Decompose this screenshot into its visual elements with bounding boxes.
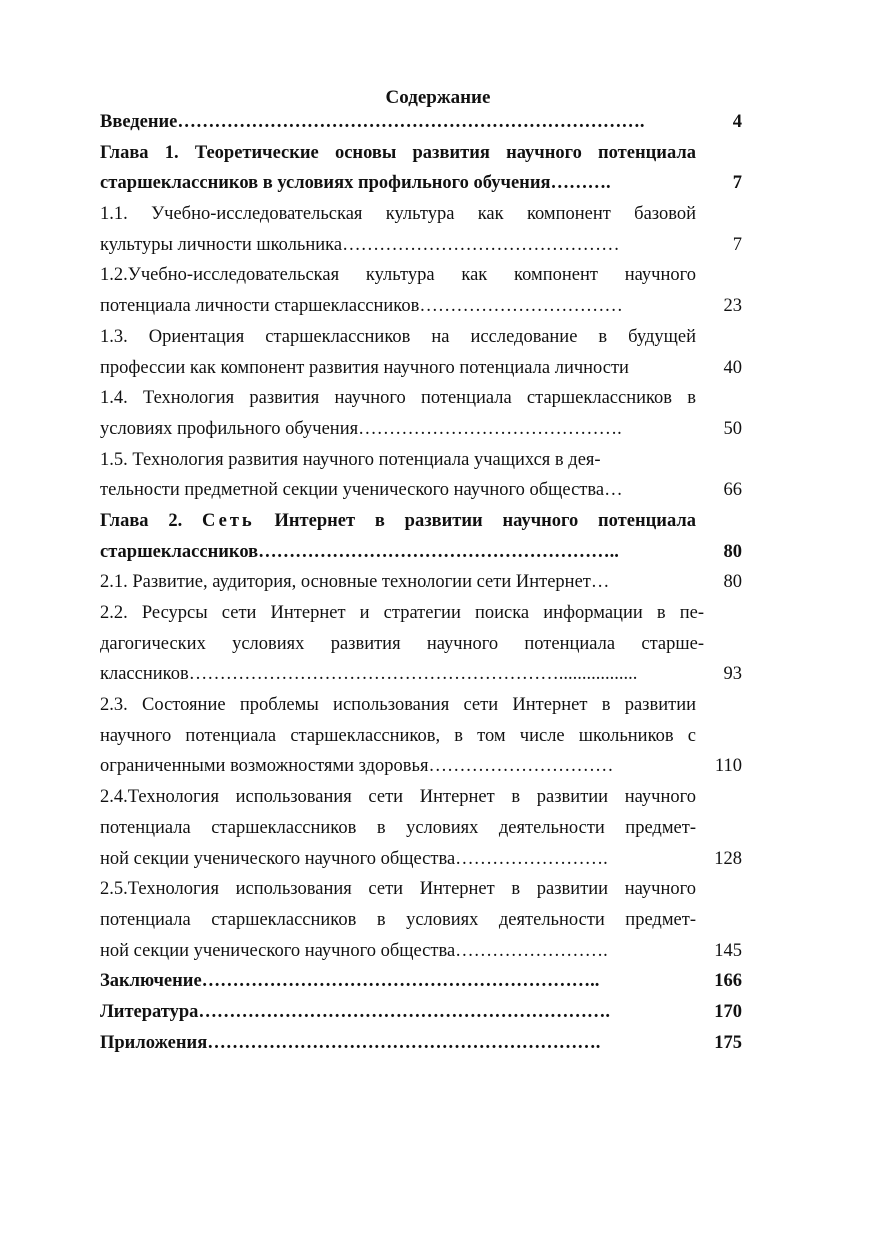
toc-page-number: 7 bbox=[732, 234, 742, 255]
toc-entry-section-1-2-cont bbox=[100, 291, 745, 322]
toc-entry-text: 2.5.Технология использования сети Интернет в развитии научного bbox=[100, 879, 696, 900]
toc-entry-text: потенциала личности старшеклассников…………………………… bbox=[100, 296, 623, 317]
toc-page-number: 50 bbox=[723, 418, 742, 439]
toc-page-number: 110 bbox=[714, 756, 742, 777]
toc-entry-literature bbox=[100, 997, 745, 1028]
toc-entry-text: старшеклассников в условиях профильного обучения………. bbox=[100, 173, 611, 194]
toc-page-number: 128 bbox=[714, 848, 742, 869]
toc-entry-section-1-4-cont bbox=[100, 414, 745, 445]
toc-entry-text: Введение…………………………………………………………………. bbox=[100, 112, 645, 132]
toc-entry-intro bbox=[100, 107, 745, 138]
toc-entry-text: 2.2. Ресурсы сети Интернет и стратегии поиска информации в пе- bbox=[100, 603, 704, 623]
toc-entry-section-2-3-cont bbox=[100, 721, 745, 752]
toc-page-number: 7 bbox=[732, 173, 742, 194]
toc-entry-section-1-4 bbox=[100, 383, 745, 414]
toc-page-number: 93 bbox=[723, 664, 742, 685]
toc-entry-section-1-5 bbox=[100, 445, 745, 476]
toc-page-number: 80 bbox=[723, 572, 742, 593]
toc-entry-section-1-3-cont bbox=[100, 353, 745, 384]
toc-entry-text: потенциала старшеклассников в условиях деятельности предмет- bbox=[100, 909, 696, 930]
toc-entry-chapter-1-cont bbox=[100, 168, 745, 199]
toc-entry-text: старшеклассников………………………………………………….. bbox=[100, 541, 619, 562]
toc-entry-text: 1.2.Учебно-исследовательская культура как компонент научного bbox=[100, 265, 696, 286]
toc-entry-text: 2.1. Развитие, аудитория, основные технологии сети Интернет… bbox=[100, 572, 610, 593]
toc-entry-section-1-5-cont bbox=[100, 475, 745, 506]
toc-entry-section-1-2 bbox=[100, 260, 745, 291]
toc-page-number: 4 bbox=[732, 112, 742, 132]
toc-entry-section-2-4 bbox=[100, 782, 745, 813]
toc-entry-chapter-2-cont bbox=[100, 537, 745, 568]
toc-entry-text: Приложения………………………………………………………. bbox=[100, 1032, 601, 1053]
toc-entry-text: научного потенциала старшеклассников, в том числе школьников с bbox=[100, 725, 696, 746]
toc-entry-text: тельности предметной секции ученического научного общества… bbox=[100, 480, 623, 501]
toc-entry-section-2-5 bbox=[100, 874, 745, 905]
toc-entry-section-1-1-cont bbox=[100, 230, 745, 261]
toc-entry-section-1-1 bbox=[100, 199, 745, 230]
toc-entry-section-1-3 bbox=[100, 322, 745, 353]
toc-entry-text: условиях профильного обучения……………………………………. bbox=[100, 418, 622, 439]
toc-spaced-word: Сеть bbox=[202, 510, 255, 531]
toc-entry-text: культуры личности школьника……………………………………… bbox=[100, 234, 620, 255]
toc-page-number: 66 bbox=[723, 480, 742, 501]
toc-entry-text: 2.4.Технология использования сети Интернет в развитии научного bbox=[100, 787, 696, 808]
toc-page-number: 23 bbox=[723, 296, 742, 317]
toc-entry-section-2-5-cont bbox=[100, 905, 745, 936]
toc-page-number: 145 bbox=[714, 940, 742, 961]
toc-entry-section-2-1 bbox=[100, 567, 745, 598]
toc-chapter-label: Глава 2. bbox=[100, 510, 183, 531]
toc-entry-text: профессии как компонент развития научного потенциала личности bbox=[100, 357, 629, 378]
toc-chapter-title: Интернет в развитии научного потенциала bbox=[274, 510, 696, 531]
toc-entry-text bbox=[100, 506, 696, 537]
toc-entry-text: классников……………………………………………………................. bbox=[100, 664, 638, 685]
toc-entry-text: ной секции ученического научного общества……………………. bbox=[100, 940, 608, 961]
toc-entry-section-2-4-cont bbox=[100, 813, 745, 844]
toc-entry-text: Заключение……………………………………………………….. bbox=[100, 971, 600, 992]
toc-entry-text: 2.3. Состояние проблемы использования сети Интернет в развитии bbox=[100, 695, 696, 716]
toc-entry-chapter-2 bbox=[100, 506, 745, 537]
toc-entry-section-2-2-cont bbox=[100, 629, 745, 660]
toc-entry-text: 1.1. Учебно-исследовательская культура как компонент базовой bbox=[100, 204, 696, 225]
toc-entry-text: Литература…………………………………………………………. bbox=[100, 1001, 611, 1022]
toc-entry-section-2-2 bbox=[100, 598, 745, 629]
toc-entry-text: 1.4. Технология развития научного потенциала старшеклассников в bbox=[100, 388, 696, 409]
toc-entry-text: ной секции ученического научного общества……………………. bbox=[100, 848, 608, 869]
toc-page-number: 166 bbox=[714, 971, 742, 992]
toc-entry-text: 1.5. Технология развития научного потенциала учащихся в дея- bbox=[100, 449, 601, 470]
toc-entry-section-2-2-cont2 bbox=[100, 659, 745, 690]
toc-entry-text: потенциала старшеклассников в условиях деятельности предмет- bbox=[100, 817, 696, 838]
toc-entry-appendices bbox=[100, 1028, 745, 1059]
toc-entry-section-2-3 bbox=[100, 690, 745, 721]
page-title: Содержание bbox=[385, 87, 491, 108]
toc-entry-chapter-1 bbox=[100, 138, 745, 169]
toc-entry-section-2-4-cont2 bbox=[100, 844, 745, 875]
toc-entry-section-2-5-cont2 bbox=[100, 936, 745, 967]
toc-entry-conclusion bbox=[100, 966, 745, 997]
toc-page-number: 40 bbox=[723, 357, 742, 378]
toc-entry-section-2-3-cont2 bbox=[100, 751, 745, 782]
toc-page-number: 175 bbox=[714, 1032, 742, 1053]
toc-entry-text: 1.3. Ориентация старшеклассников на исследование в будущей bbox=[100, 326, 696, 347]
toc-entry-text: Глава 1. Теоретические основы развития научного потенциала bbox=[100, 142, 696, 163]
toc-entry-text: ограниченными возможностями здоровья………………………… bbox=[100, 756, 614, 777]
toc-page-number: 170 bbox=[714, 1001, 742, 1022]
table-of-contents bbox=[100, 107, 745, 1058]
toc-page-number: 80 bbox=[723, 541, 742, 562]
toc-entry-text: дагогических условиях развития научного потенциала старше- bbox=[100, 633, 704, 654]
